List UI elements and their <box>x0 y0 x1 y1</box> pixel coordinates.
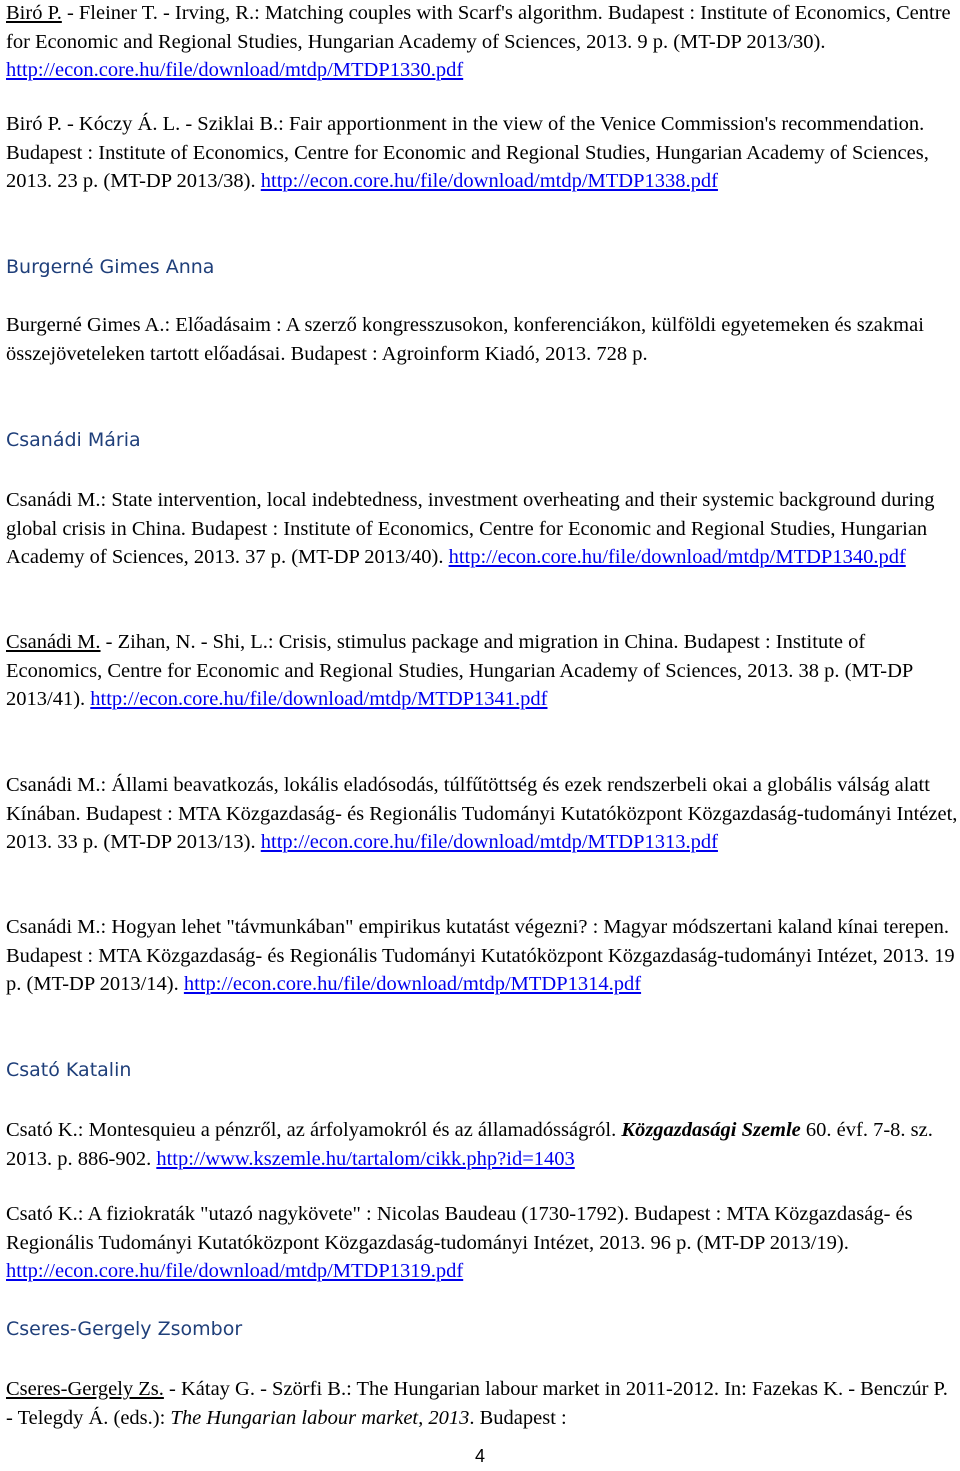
entry-text: - Fleiner T. - Irving, R.: Matching couples with Scarf's algorithm. Budapest : Institute of Economics, Centre for Economic and Regional Studies, Hungarian Academy of Sciences, 2013. 9 p. (MT-DP 2013/30). <box>6 2 951 53</box>
entry-link[interactable]: http://econ.core.hu/file/download/mtdp/MTDP1330.pdf <box>6 59 464 81</box>
author-heading: Csanádi Mária <box>6 429 141 451</box>
entry-link[interactable]: http://econ.core.hu/file/download/mtdp/MTDP1314.pdf <box>183 973 642 995</box>
bibliography-entry <box>6 1200 958 1286</box>
journal-title: Közgazdasági Szemle <box>621 1119 801 1141</box>
entry-link[interactable]: http://econ.core.hu/file/download/mtdp/MTDP1319.pdf <box>6 1260 464 1282</box>
bibliography-entry <box>6 0 958 85</box>
entry-text: Burgerné Gimes A.: Előadásaim : A szerző kongresszusokon, konferenciákon, külföldi egyetemeken és szakmai összejöveteleken tartott előadásai. Budapest : Agroinform Kiadó, 2013. 728 p. <box>6 314 924 365</box>
entry-text: Csanádi M.: State intervention, local indebtedness, investment overheating and their systemic background during global crisis in China. Budapest : Institute of Economics, Centre for Economic and Regional Studies, Hungarian Academy of Sciences, 2013. 37 p. (MT-DP 2013/40). <box>6 489 935 568</box>
entry-text: - Zihan, N. - Shi, L.: Crisis, stimulus package and migration in China. Budapest : Institute of Economics, Centre for Economic and Regional Studies, Hungarian Academy of Sciences, 2013. 38 p. (MT-DP 2013/41). <box>6 631 913 710</box>
entry-author[interactable]: Biró P. <box>6 2 62 24</box>
entry-text: 60. évf. 7-8. sz. 2013. p. 886-902. <box>6 1119 933 1170</box>
entry-link[interactable]: http://econ.core.hu/file/download/mtdp/MTDP1338.pdf <box>260 170 718 192</box>
author-heading: Csató Katalin <box>6 1059 132 1081</box>
bibliography-entry <box>6 110 958 196</box>
entry-link[interactable]: http://econ.core.hu/file/download/mtdp/MTDP1340.pdf <box>448 546 906 568</box>
entry-author[interactable]: Cseres-Gergely Zs. <box>6 1378 164 1400</box>
entry-author[interactable]: Csanádi M. <box>6 631 101 653</box>
page-number: 4 <box>474 1446 485 1466</box>
bibliography-entry <box>6 1375 958 1432</box>
bibliography-entry <box>6 913 958 999</box>
book-title: The Hungarian labour market, 2013 <box>170 1406 470 1429</box>
author-heading: Cseres-Gergely Zsombor <box>6 1318 243 1340</box>
bibliography-entry <box>6 486 958 572</box>
entry-link[interactable]: http://econ.core.hu/file/download/mtdp/MTDP1313.pdf <box>260 831 718 853</box>
entry-link[interactable]: http://www.kszemle.hu/tartalom/cikk.php?id=1403 <box>156 1147 575 1170</box>
bibliography-entry <box>6 628 958 714</box>
entry-text: Csanádi M.: Állami beavatkozás, lokális eladósodás, túlfűtöttség és ezek rendszerbeli okai a globális válság alatt Kínában. Budapest : MTA Közgazdaság- és Regionális Tudományi Kutatóközpont Közgazdaság-tudományi Intézet, 2013. 33 p. (MT-DP 2013/13). <box>6 774 958 853</box>
bibliography-entry <box>6 771 958 857</box>
bibliography-entry <box>6 311 958 368</box>
entry-text: - Kátay G. - Szörfi B.: The Hungarian labour market in 2011-2012. In: Fazekas K. - Benczúr P. - Telegdy Á. (eds.): <box>6 1378 948 1429</box>
entry-text: Csanádi M.: Hogyan lehet "távmunkában" empirikus kutatást végezni? : Magyar módszertani kaland kínai terepen. Budapest : MTA Közgazdaság- és Regionális Tudományi Kutatóközpont Közgazdaság-tudományi Intézet, 2013. 19 p. (MT-DP 2013/14). <box>6 916 955 995</box>
entry-text: Csató K.: Montesquieu a pénzről, az árfolyamokról és az államadósságról. <box>6 1119 622 1141</box>
entry-text: Biró P. - Kóczy Á. L. - Sziklai B.: Fair apportionment in the view of the Venice Commission's recommendation. Budapest : Institute of Economics, Centre for Economic and Regional Studies, Hungarian Academy of Sciences, 2013. 23 p. (MT-DP 2013/38). <box>6 113 929 192</box>
entry-text: Csató K.: A fiziokraták "utazó nagykövete" : Nicolas Baudeau (1730-1792). Budapest : MTA Közgazdaság- és Regionális Tudományi Kutatóközpont Közgazdaság-tudományi Intézet, 2013. 96 p. (MT-DP 2013/19). <box>6 1203 913 1254</box>
entry-text: . Budapest : <box>469 1406 567 1429</box>
entry-link[interactable]: http://econ.core.hu/file/download/mtdp/MTDP1341.pdf <box>90 688 548 710</box>
bibliography-entry <box>6 1116 958 1173</box>
author-heading: Burgerné Gimes Anna <box>6 256 215 278</box>
